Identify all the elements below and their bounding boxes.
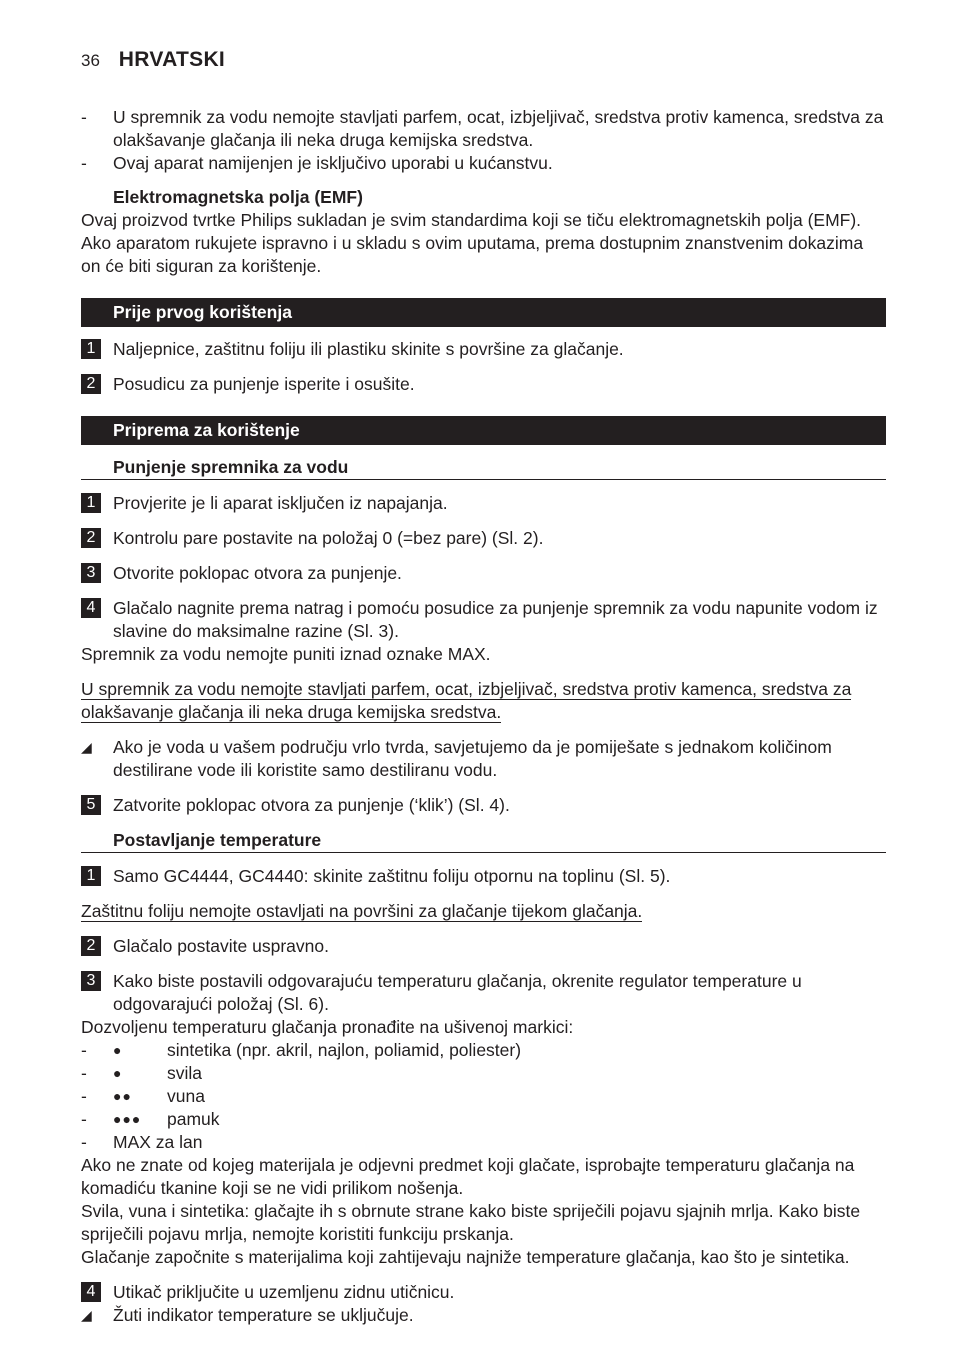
step-number: 1 (81, 866, 101, 886)
list-item: - ● svila (81, 1063, 203, 1083)
tip-item: ◢ Ako je voda u vašem području vrlo tvrda, savjetujemo da je pomiješate s jednakom količinom destilirane vode ili koristite samo destiliranu vodu. (81, 737, 832, 780)
section-before-first-use: Prije prvog korištenja (81, 298, 886, 327)
label-intro: Dozvoljenu temperaturu glačanja pronađite na ušivenoj markici: (81, 1017, 574, 1037)
list-item: - ●● vuna (81, 1086, 205, 1106)
step-number: 3 (81, 563, 101, 583)
paragraph: Glačanje započnite s materijalima koji zahtijevaju najniže temperature glačanja, kao što je sintetika. (81, 1247, 850, 1267)
step-item: 1 Naljepnice, zaštitnu foliju ili plastiku skinite s površine za glačanje. (81, 338, 886, 361)
step-item: 1 Samo GC4444, GC4440: skinite zaštitnu foliju otpornu na toplinu (Sl. 5). (81, 865, 886, 888)
step-number: 1 (81, 339, 101, 359)
step-item: 4 Utikač priključite u uzemljenu zidnu utičnicu. (81, 1281, 886, 1304)
list-item: - U spremnik za vodu nemojte stavljati parfem, ocat, izbjeljivač, sredstva protiv kamenca, sredstva za olakšavanje glačanja ili neka druga kemijska sredstva. (81, 107, 884, 150)
page-header (81, 48, 225, 74)
step-number: 4 (81, 1282, 101, 1302)
paragraph: Ako ne znate od kojeg materijala je odjevni predmet koji glačate, isprobajte temperaturu glačanja na komadiću tkanine koji se ne vidi prilikom nošenja. (81, 1155, 855, 1198)
list-item: - MAX za lan (81, 1132, 203, 1152)
list-item: - ●●● pamuk (81, 1109, 220, 1129)
step-number: 2 (81, 374, 101, 394)
step-number: 2 (81, 936, 101, 956)
filling-warning: U spremnik za vodu nemojte stavljati parfem, ocat, izbjeljivač, sredstva protiv kamenca, sredstva za olakšavanje glačanja ili neka druga kemijska sredstva. (81, 679, 852, 722)
emf-heading: Elektromagnetska polja (EMF) (113, 187, 363, 207)
step-item: 2 Posudicu za punjenje isperite i osušite. (81, 373, 886, 396)
step-item: 3 Otvorite poklopac otvora za punjenje. (81, 562, 886, 585)
dot-icon: ●● (113, 1088, 132, 1104)
step-item: 2 Kontrolu pare postavite na položaj 0 (=bez pare) (Sl. 2). (81, 527, 886, 550)
step-number: 2 (81, 528, 101, 548)
filling-note: Spremnik za vodu nemojte puniti iznad oznake MAX. (81, 644, 491, 664)
temperature-warning: Zaštitnu foliju nemojte ostavljati na površini za glačanje tijekom glačanja. (81, 901, 643, 921)
step-number: 4 (81, 598, 101, 618)
page-content (81, 106, 886, 1327)
emf-text: Ovaj proizvod tvrtke Philips sukladan je svim standardima koji se tiču elektromagnetskih polja (EMF). Ako aparatom rukujete ispravno i u skladu s ovim uputama, prema dostupnim znanstvenim dokazima on će biti siguran za korištenje. (81, 210, 864, 276)
step-item: 5 Zatvorite poklopac otvora za punjenje (‘klik’) (Sl. 4). (81, 794, 886, 817)
section-preparing: Priprema za korištenje (81, 416, 886, 445)
paragraph: Svila, vuna i sintetika: glačajte ih s obrnute strane kako biste spriječili pojavu sjajnih mrlja. Kako biste spriječili pojavu mrlja, nemojte koristiti funkciju prskanja. (81, 1201, 861, 1244)
step-number: 1 (81, 493, 101, 513)
result-item: ◢ Žuti indikator temperature se uključuje. (81, 1305, 414, 1325)
arrow-icon: ◢ (81, 739, 92, 755)
temperature-heading: Postavljanje temperature (81, 829, 886, 853)
step-item: 2 Glačalo postavite uspravno. (81, 935, 886, 958)
page-number: 36 (81, 51, 100, 70)
step-item: 1 Provjerite je li aparat isključen iz napajanja. (81, 492, 886, 515)
step-item: 4 Glačalo nagnite prema natrag i pomoću posudice za punjenje spremnik za vodu napunite vodom iz slavine do maksimalne razine (Sl. 3). (81, 597, 886, 643)
language-heading: HRVATSKI (118, 48, 226, 71)
dot-icon: ● (113, 1065, 123, 1081)
dot-icon: ●●● (113, 1111, 142, 1127)
filling-heading: Punjenje spremnika za vodu (81, 456, 886, 480)
step-number: 3 (81, 971, 101, 991)
list-item: - ● sintetika (npr. akril, najlon, poliamid, poliester) (81, 1040, 522, 1060)
step-number: 5 (81, 795, 101, 815)
arrow-icon: ◢ (81, 1307, 92, 1323)
dot-icon: ● (113, 1042, 123, 1058)
step-item: 3 Kako biste postavili odgovarajuću temperaturu glačanja, okrenite regulator temperature u odgovarajući položaj (Sl. 6). (81, 970, 886, 1016)
list-item: - Ovaj aparat namijenjen je isključivo uporabi u kućanstvu. (81, 153, 553, 173)
